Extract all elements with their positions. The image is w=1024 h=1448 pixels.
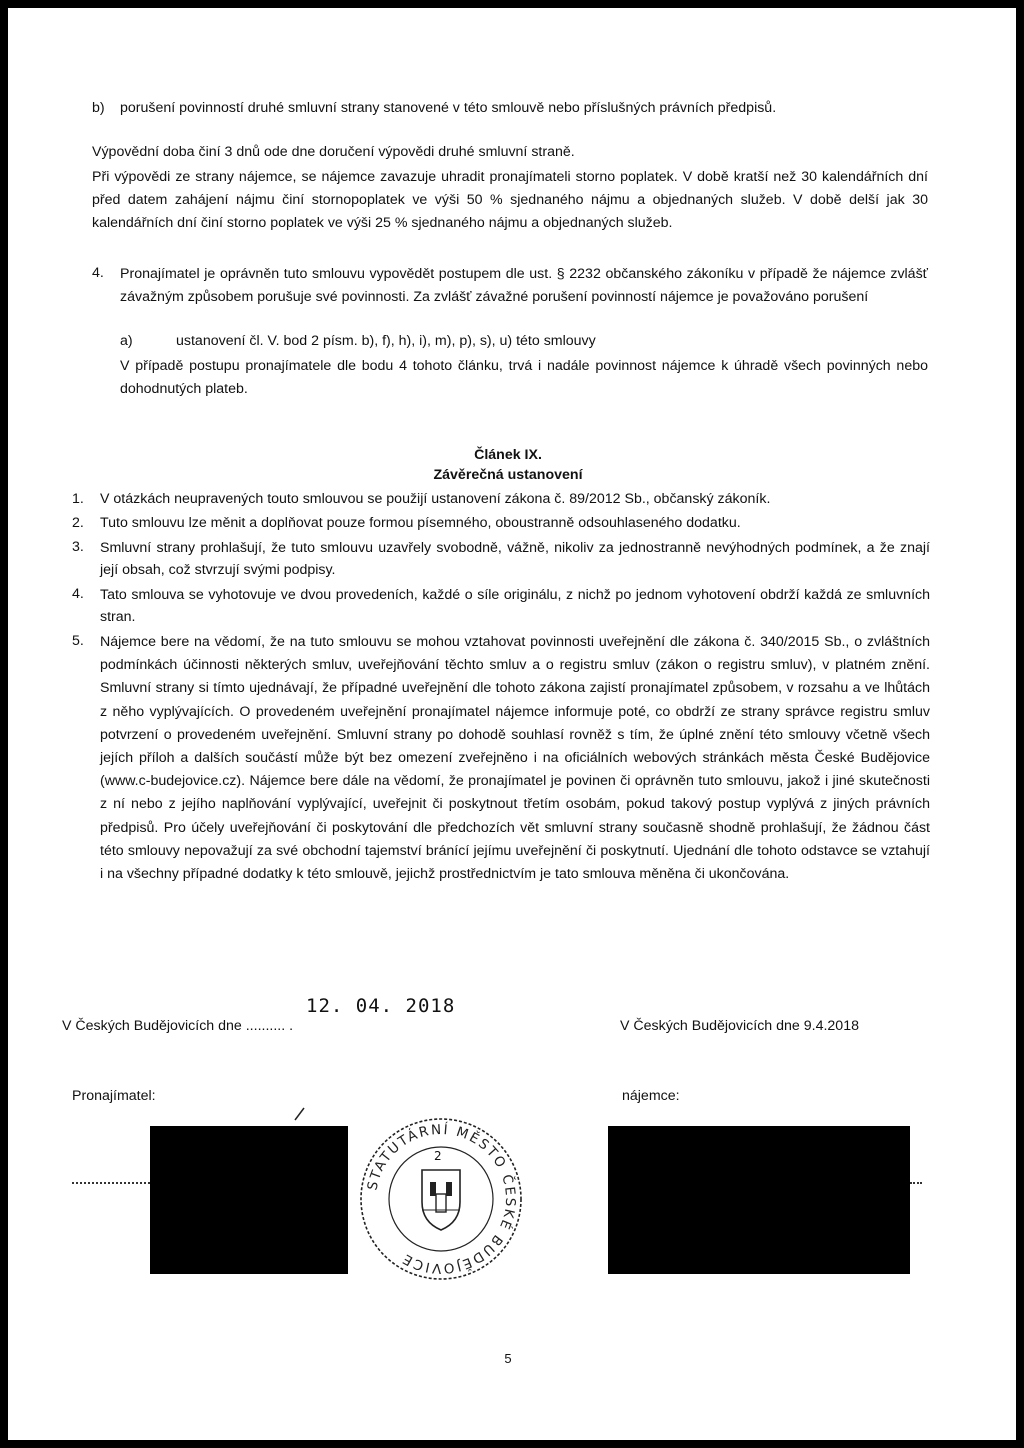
official-stamp	[352, 1110, 530, 1288]
article-item-number: 4.	[72, 586, 84, 602]
article-item-text: V otázkách neupravených touto smlouvou se použijí ustanovení zákona č. 89/2012 Sb., občanský zákoník.	[100, 491, 771, 507]
item-4a-text: ustanovení čl. V. bod 2 písm. b), f), h), i), m), p), s), u) této smlouvy	[176, 333, 596, 349]
stamp-number: 2	[434, 1149, 442, 1163]
article-item-number: 3.	[72, 539, 84, 555]
article-subheading: Závěrečná ustanovení	[433, 467, 583, 483]
item-4-number: 4.	[92, 265, 104, 281]
right-place-date: V Českých Budějovicích dne 9.4.2018	[620, 1018, 859, 1034]
signature-line-right	[910, 1182, 922, 1184]
page-number: 5	[504, 1351, 512, 1366]
item-4-text: Pronajímatel je oprávněn tuto smlouvu vypovědět postupem dle ust. § 2232 občanského zákoníku v případě že nájemce zvlášť závažným způsobem porušuje své povinnosti. Za zvlášť závažné porušení povinností nájemce je považováno porušení	[120, 266, 928, 305]
svg-text:STATUTÁRNÍ MĚSTO ČESKÉ BUDĚJOV: STATUTÁRNÍ MĚSTO ČESKÉ BUDĚJOVICE	[364, 1121, 519, 1277]
item-b-marker: b)	[92, 100, 105, 116]
handwritten-date: 12. 04. 2018	[306, 995, 456, 1017]
document-page	[8, 8, 1016, 1440]
item-b-text: porušení povinností druhé smluvní strany stanovené v této smlouvě nebo příslušných právních předpisů.	[120, 100, 777, 116]
signature-line-left	[72, 1182, 150, 1184]
cancellation-fee-text: Při výpovědi ze strany nájemce, se nájemce zavazuje uhradit pronajímateli storno poplatek. V době kratší než 30 kalendářních dní před datem zahájení nájmu činí stornopoplatek ve výši 50 % sjednaného nájmu a objednaných služeb. V době delší jak 30 kalendářních dní činí storno poplatek ve výši 25 % sjednaného nájmu a objednaných služeb.	[92, 169, 928, 231]
article-item-text: Tuto smlouvu lze měnit a doplňovat pouze formou písemného, oboustranně odsouhlaseného dodatku.	[100, 515, 741, 531]
article-item-text: Smluvní strany prohlašují, že tuto smlouvu uzavřely svobodně, vážně, nikoliv za jednostranně nevýhodných podmínek, a že znají její obsah, což stvrzují svými podpisy.	[100, 540, 930, 578]
redacted-landlord-signature	[150, 1126, 348, 1274]
item-4-after-text: V případě postupu pronajímatele dle bodu 4 tohoto článku, trvá i nadále povinnost nájemce k úhradě všech povinných nebo dohodnutých plateb.	[120, 358, 928, 397]
article-item-number: 2.	[72, 515, 84, 531]
article-item-number: 1.	[72, 491, 84, 507]
article-item-text: Tato smlouva se vyhotovuje ve dvou provedeních, každé o síle originálu, z nichž po jednom vyhotovení obdrží každá ze smluvních stran.	[100, 587, 930, 625]
notice-period-text: Výpovědní doba činí 3 dnů ode dne doručení výpovědi druhé smluvní straně.	[92, 144, 575, 160]
article-heading: Článek IX.	[474, 447, 542, 463]
pen-stroke-mark	[292, 1106, 308, 1122]
article-item-text: Nájemce bere na vědomí, že na tuto smlouvu se mohou vztahovat povinnosti uveřejnění dle zákona č. 340/2015 Sb., o zvláštních podmínkách účinnosti některých smluv, uveřejňování těchto smluv a o registru smluv (zákon o registru smluv), v platném znění. Smluvní strany si tímto ujednávají, že případné uveřejnění dle tohoto zákona zajistí pronajímatel způsobem, v rozsahu a ve lhůtách z něho vyplývajících. O provedeném uveřejnění pronajímatel nájemce informuje poté, co obdrží ze strany správce registru smluv potvrzení o provedeném uveřejnění. Smluvní strany po dohodě souhlasí rovněž s tím, že úplné znění této smlouvy včetně všech jejích příloh a dalších součástí může být bez omezení zveřejněno i na oficiálních webových stránkách města České Budějovice (www.c-budejovice.cz). Nájemce bere dále na vědomí, že pronajímatel je povinen či oprávněn tuto smlouvu, jakož i jiné skutečnosti z ní nebo z jejího naplňování vyplývající, uveřejnit či poskytnout třetím osobám, pokud takový postup vyplývá z jiných právních předpisů. Pro účely uveřejňování či poskytování dle předchozích vět smluvní strany současně shodně prohlašují, že žádnou část této smlouvy nepovažují za své obchodní tajemství bránící jejímu uveřejnění či poskytnutí. Ujednání dle tohoto odstavce se vztahují i na všechny případné dodatky k této smlouvě, jejichž prostřednictvím je tato smlouva měněna či ukončována.	[100, 634, 930, 883]
article-item-number: 5.	[72, 633, 84, 649]
redacted-tenant-signature	[608, 1126, 910, 1274]
item-4a-marker: a)	[120, 333, 133, 349]
landlord-label: Pronajímatel:	[72, 1088, 156, 1104]
stamp-seal-icon	[352, 1110, 530, 1288]
left-place-date: V Českých Budějovicích dne .......... .	[62, 1018, 294, 1034]
tenant-label: nájemce:	[622, 1088, 680, 1104]
